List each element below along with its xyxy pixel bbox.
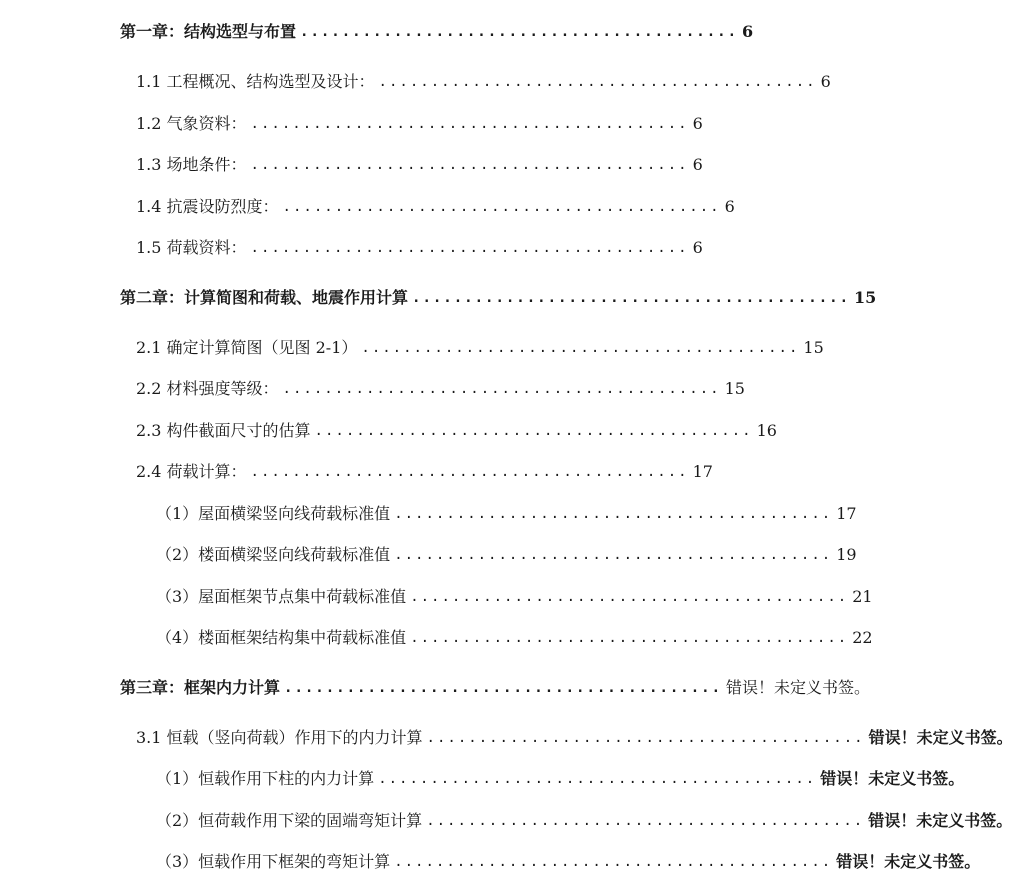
- toc-entry-leader: ..........................................: [282, 381, 721, 397]
- toc-entry-item-3-1-1[interactable]: [0, 766, 965, 792]
- toc-entry-leader: ..........................................: [282, 199, 721, 215]
- toc-entry-section-1-5[interactable]: [0, 235, 791, 261]
- toc-entry-section-1-3[interactable]: [0, 152, 791, 178]
- toc-entry-title: （3）屋面框架节点集中荷载标准值: [156, 587, 407, 606]
- toc-entry-leader: ..........................................: [378, 74, 817, 90]
- toc-entry-title: 第一章：结构选型与布置: [120, 22, 297, 41]
- toc-entry-item-2-4-1[interactable]: [0, 501, 857, 527]
- toc-entry-chapter-1[interactable]: [0, 19, 791, 45]
- toc-entry-item-2-4-3[interactable]: [0, 584, 873, 610]
- toc-entry-title: 1.2 气象资料：: [136, 114, 247, 133]
- toc-entry-page-error: 错误！未定义书签。: [726, 678, 871, 697]
- toc-entry-leader: ..........................................: [250, 240, 689, 256]
- toc-entry-leader: ..........................................: [410, 630, 849, 646]
- toc-entry-item-2-4-2[interactable]: [0, 542, 857, 568]
- toc-entry-section-1-1[interactable]: [0, 69, 831, 95]
- toc-entry-section-2-3[interactable]: [0, 418, 791, 444]
- toc-entry-leader: ..........................................: [284, 680, 723, 696]
- toc-entry-page: 15: [854, 288, 877, 307]
- toc-entry-title: 2.2 材料强度等级：: [136, 379, 279, 398]
- toc-entry-leader: ..........................................: [314, 423, 753, 439]
- toc-entry-page: 6: [692, 155, 703, 174]
- toc-entry-page: 6: [742, 22, 754, 41]
- toc-entry-page: 21: [852, 587, 873, 606]
- toc-entry-leader: ..........................................: [412, 290, 851, 306]
- toc-entry-page-error: 错误！未定义书签。: [836, 852, 981, 871]
- toc-entry-title: （1）屋面横梁竖向线荷载标准值: [156, 504, 391, 523]
- toc-entry-page-error: 错误！未定义书签。: [820, 769, 965, 788]
- toc-entry-leader: ..........................................: [394, 506, 833, 522]
- toc-entry-leader: ..........................................: [394, 854, 833, 870]
- toc-entry-leader: ..........................................: [250, 116, 689, 132]
- toc-entry-item-3-1-3[interactable]: [0, 849, 981, 875]
- toc-entry-page: 16: [756, 421, 777, 440]
- toc-entry-title: （2）恒荷载作用下梁的固端弯矩计算: [156, 811, 423, 830]
- toc-entry-section-2-2[interactable]: [0, 376, 791, 402]
- toc-entry-title: 3.1 恒载（竖向荷载）作用下的内力计算: [136, 728, 423, 747]
- toc-entry-page-error: 错误！未定义书签。: [868, 728, 1013, 747]
- toc-entry-section-2-1[interactable]: [0, 335, 824, 361]
- toc-entry-section-3-1[interactable]: [0, 725, 1013, 751]
- toc-entry-leader: ..........................................: [250, 157, 689, 173]
- toc-entry-page-error: 错误！未定义书签。: [868, 811, 1013, 830]
- toc-entry-leader: ..........................................: [410, 589, 849, 605]
- toc-entry-title: 2.3 构件截面尺寸的估算: [136, 421, 311, 440]
- toc-entry-item-3-1-2[interactable]: [0, 808, 1013, 834]
- toc-entry-item-2-4-4[interactable]: [0, 625, 873, 651]
- toc-entry-title: （4）楼面框架结构集中荷载标准值: [156, 628, 407, 647]
- toc-entry-page: 17: [692, 462, 713, 481]
- toc-entry-page: 17: [836, 504, 857, 523]
- toc-entry-title: （1）恒载作用下柱的内力计算: [156, 769, 375, 788]
- toc-entry-title: 第二章：计算简图和荷载、地震作用计算: [120, 288, 409, 307]
- toc-entry-title: （2）楼面横梁竖向线荷载标准值: [156, 545, 391, 564]
- toc-entry-section-2-4[interactable]: [0, 459, 791, 485]
- toc-entry-page: 15: [724, 379, 745, 398]
- toc-entry-title: 1.1 工程概况、结构选型及设计：: [136, 72, 375, 91]
- toc-entry-page: 19: [836, 545, 857, 564]
- toc-entry-section-1-2[interactable]: [0, 111, 791, 137]
- toc-entry-leader: ..........................................: [250, 464, 689, 480]
- toc-entry-title: 1.3 场地条件：: [136, 155, 247, 174]
- toc-entry-title: （3）恒载作用下框架的弯矩计算: [156, 852, 391, 871]
- toc-entry-title: 1.5 荷载资料：: [136, 238, 247, 257]
- toc-entry-page: 6: [724, 197, 735, 216]
- toc-entry-page: 6: [820, 72, 831, 91]
- toc-entry-title: 2.1 确定计算简图（见图 2-1）: [136, 338, 358, 357]
- toc-entry-leader: ..........................................: [300, 24, 739, 40]
- toc-entry-title: 第三章：框架内力计算: [120, 678, 281, 697]
- toc-entry-title: 1.4 抗震设防烈度：: [136, 197, 279, 216]
- toc-entry-leader: ..........................................: [378, 771, 817, 787]
- toc-entry-page: 22: [852, 628, 873, 647]
- toc-entry-leader: ..........................................: [426, 813, 865, 829]
- toc-entry-page: 6: [692, 114, 703, 133]
- toc-entry-chapter-2[interactable]: [0, 285, 877, 311]
- toc-entry-leader: ..........................................: [361, 340, 800, 356]
- toc-entry-section-1-4[interactable]: [0, 194, 791, 220]
- toc-entry-page: 15: [803, 338, 824, 357]
- toc-entry-leader: ..........................................: [394, 547, 833, 563]
- toc-entry-page: 6: [692, 238, 703, 257]
- toc-entry-title: 2.4 荷载计算：: [136, 462, 247, 481]
- toc-entry-chapter-3[interactable]: [0, 675, 871, 701]
- toc-entry-leader: ..........................................: [426, 730, 865, 746]
